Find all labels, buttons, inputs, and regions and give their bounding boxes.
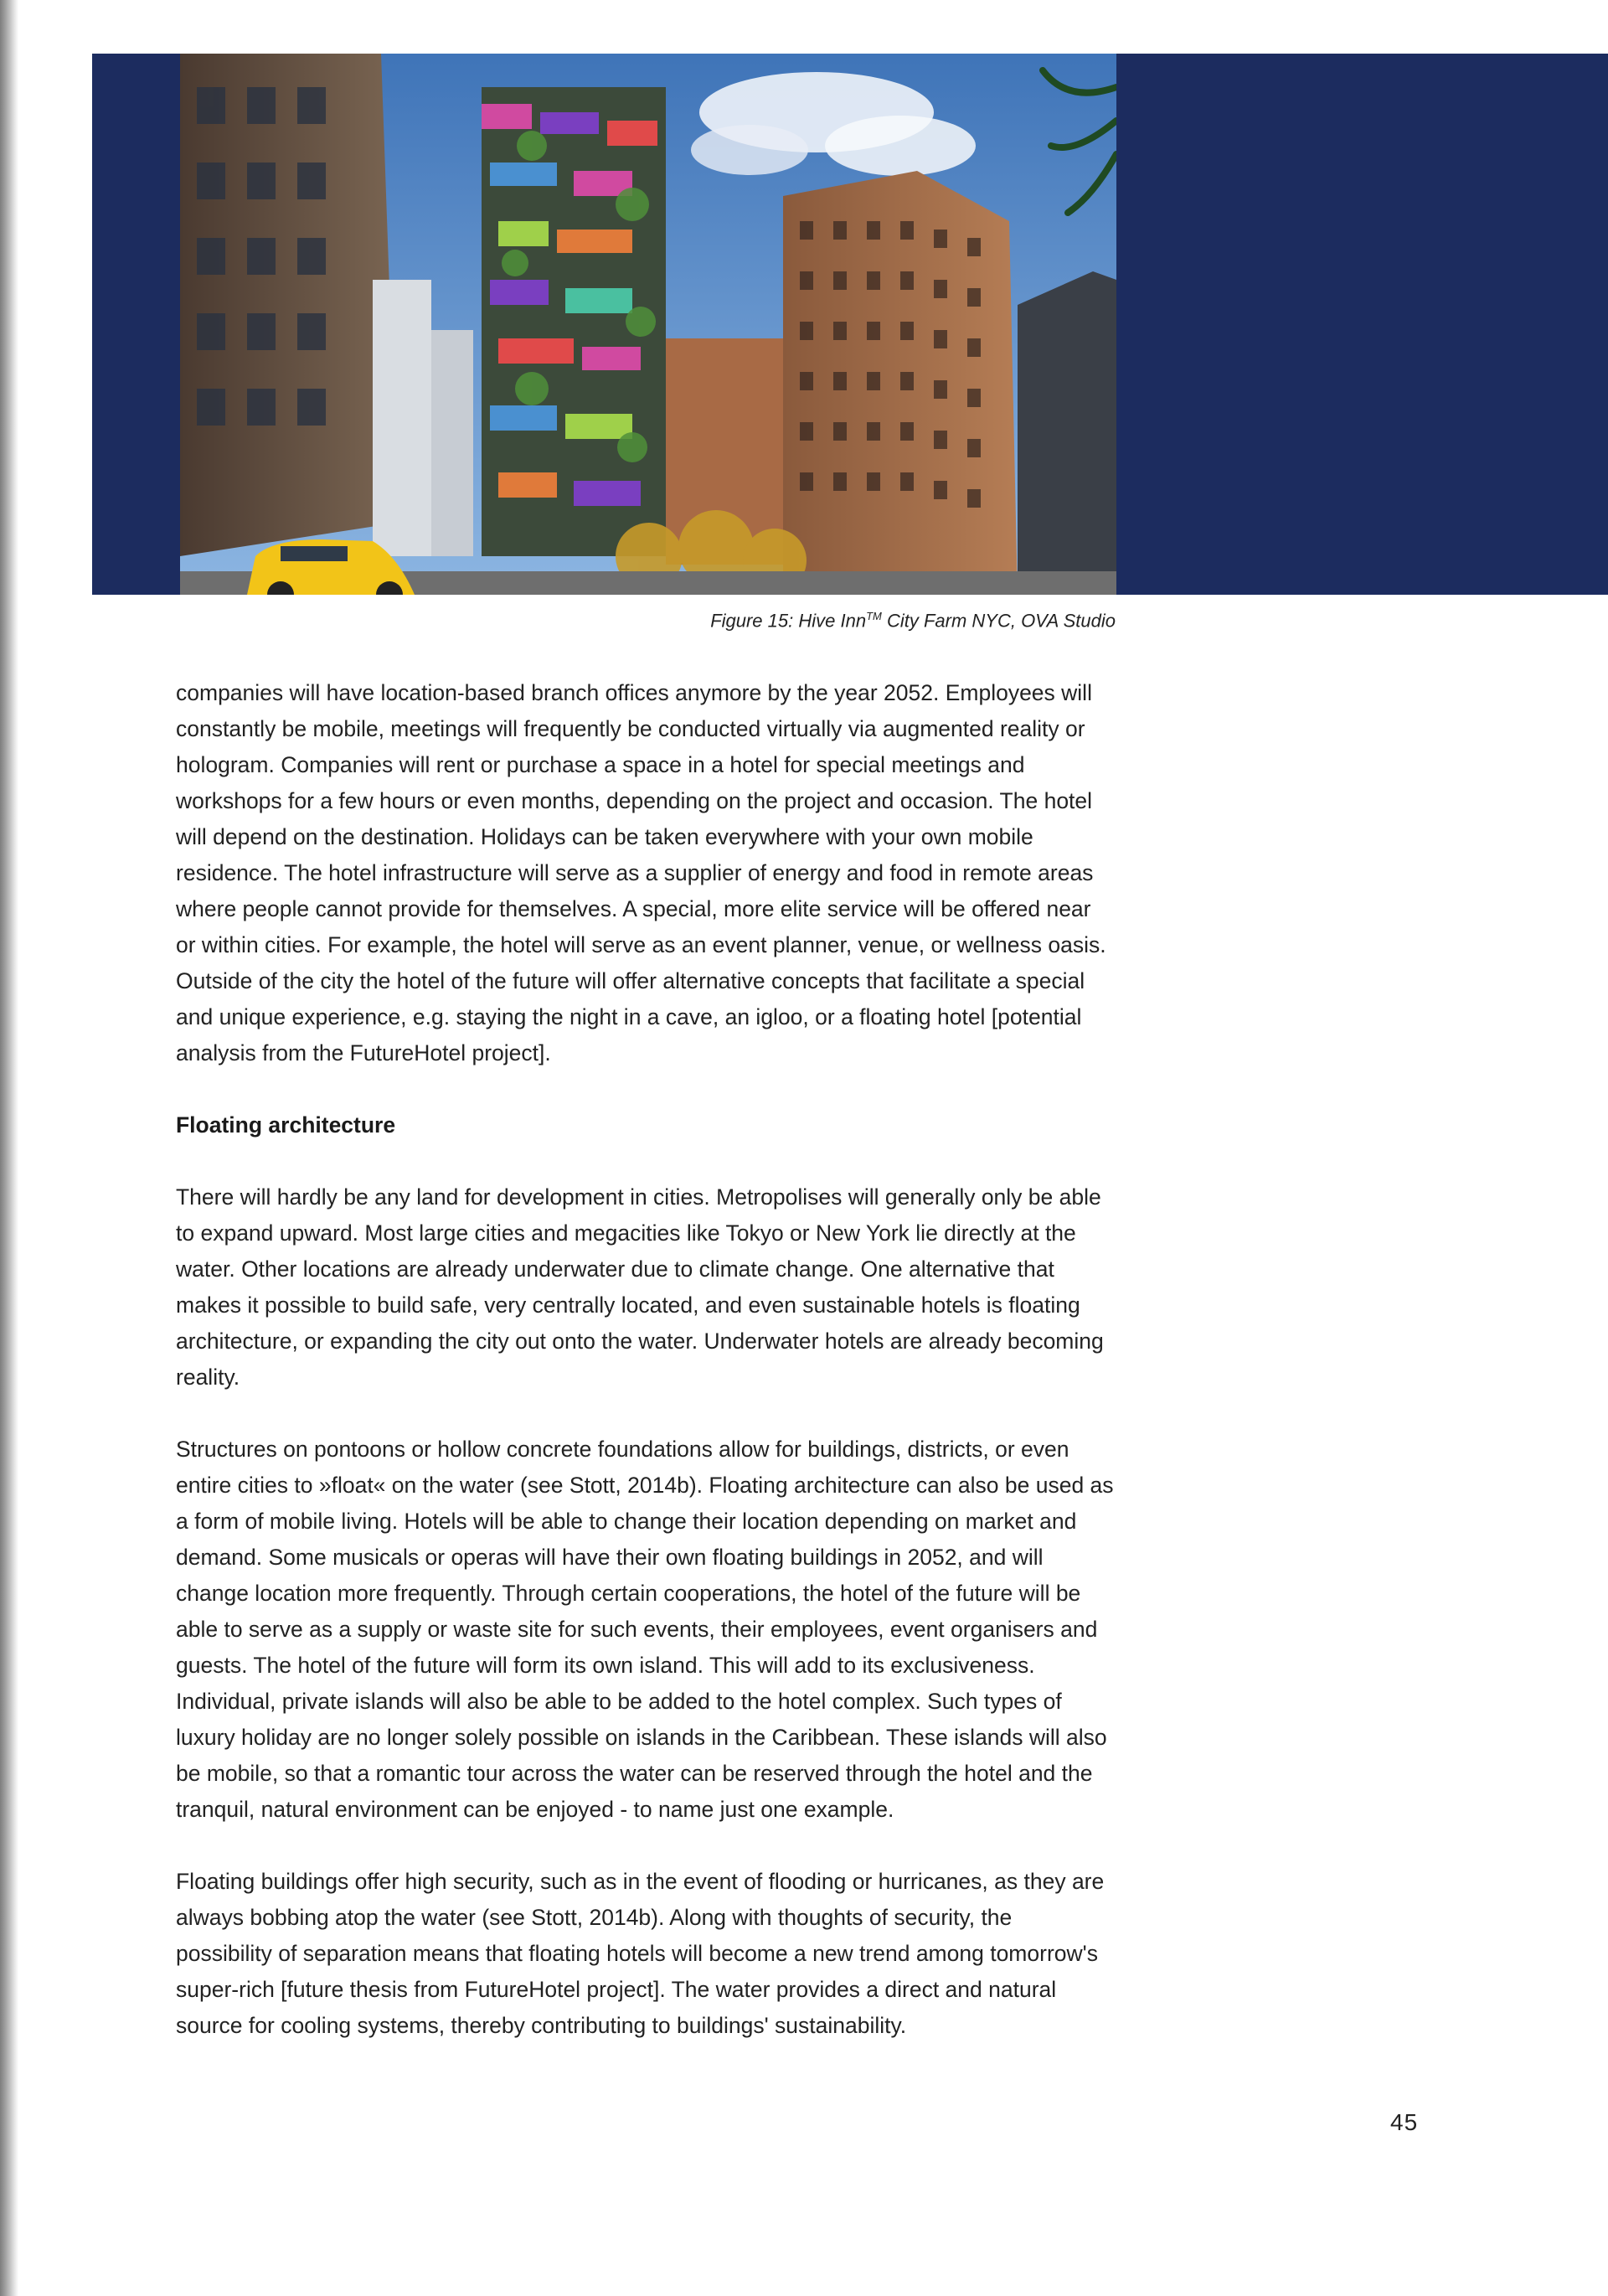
paragraph-land-development: There will hardly be any land for development in cities. Metropolises will generally only be able to expand upward. Most large cities and megacities like Tokyo or New York lie directly at the water. Other locations are already underwater due to climate change. One alternative that makes it possible to build safe, very centrally located, and even sustainable hotels is floating architecture, or expanding the city out onto the water. Underwater hotels are already becoming reality. [176,1184,1104,1390]
figure-caption-suffix: City Farm NYC, OVA Studio [881,610,1116,632]
paragraph-structures-pontoons: Structures on pontoons or hollow concrete foundations allow for buildings, districts, or even entire cities to »float« on the water (see Stott, 2014b). Floating architecture can also be used as a form of mobile living. Hotels will be able to change their location depending on market and demand. Some musicals or operas will have their own floating buildings in 2052, and will change location more frequently. Through certain cooperations, the hotel of the future will be able to serve as a supply or waste site for such events, their employees, event organisers and guests. The hotel of the future will form its own island. This will add to its exclusiveness. Individual, private islands will also be able to be added to the hotel complex. Such types of luxury holiday are no longer solely possible on islands in the Caribbean. These islands will also be mobile, so that a romantic tour across the water can be reserved through the hotel and the tranquil, natural environment can be enjoyed - to name just one example. [176,1437,1114,1822]
figure-caption [586,610,1116,632]
page-number: 45 [1390,2109,1419,2135]
section-heading-floating-architecture: Floating architecture [176,1112,396,1138]
figure-caption-trademark: TM [866,610,882,622]
paragraph-intro: companies will have location-based branch offices anymore by the year 2052. Employees will constantly be mobile, meetings will frequently be conducted virtually via augmented reality or hologram. Companies will rent or purchase a space in a hotel for special meetings and workshops for a few hours or even months, depending on the project and occasion. The hotel will depend on the destination. Holidays can be taken everywhere with your own mobile residence. The hotel infrastructure will serve as a supplier of energy and food in remote areas where people cannot provide for themselves. A special, more elite service will be offered near or within cities. For example, the hotel will serve as an event planner, venue, or wellness oasis. Outside of the city the hotel of the future will offer alternative concepts that facilitate a special and unique experience, e.g. staying the night in a cave, an igloo, or a floating hotel [potential analysis from the FutureHotel project]. [176,680,1106,1065]
figure-caption-prefix: Figure 15: Hive Inn [710,610,867,632]
figure-image-hive-inn [180,54,1116,595]
body-text [176,675,1114,2044]
paragraph-floating-security: Floating buildings offer high security, such as in the event of flooding or hurricanes, as they are always bobbing atop the water (see Stott, 2014b). Along with thoughts of security, the possibility of separation means that floating hotels will become a new trend among tomorrow's super-rich [future thesis from FutureHotel project]. The water provides a direct and natural source for cooling systems, thereby contributing to buildings' sustainability. [176,1869,1105,2038]
scan-gutter [0,0,18,2296]
